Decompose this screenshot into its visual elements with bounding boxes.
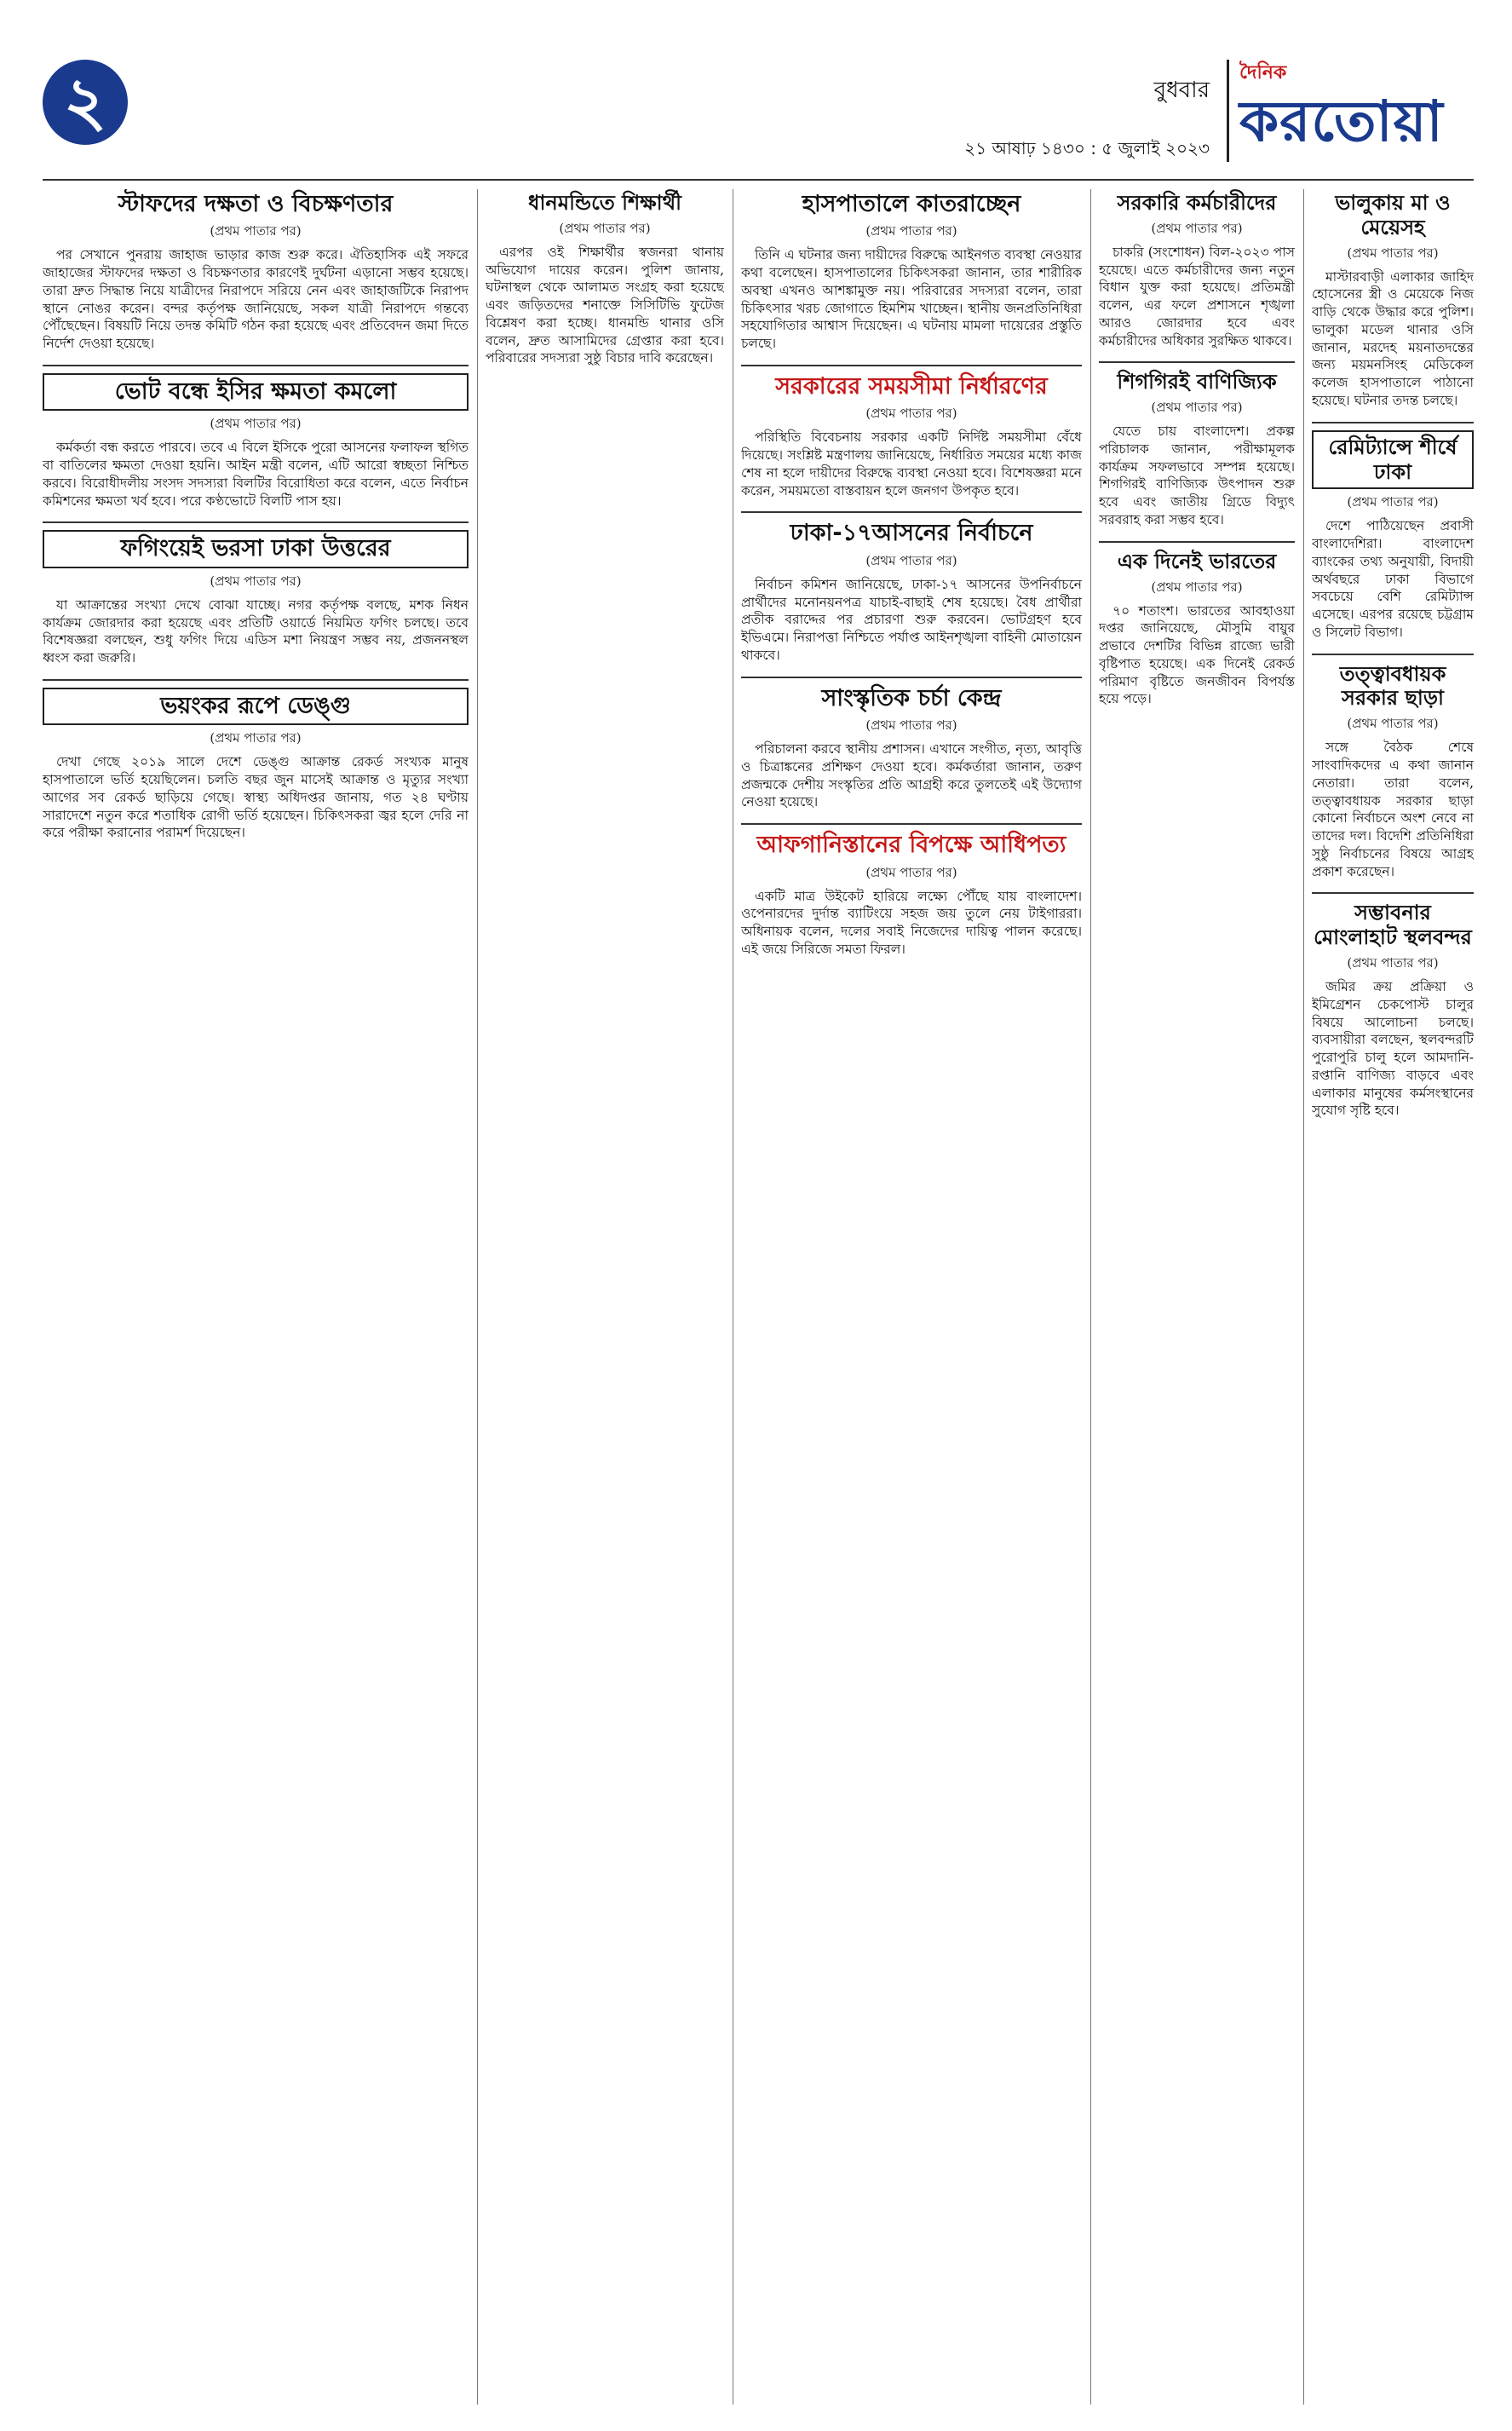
page-number: ২: [43, 60, 128, 145]
continuation-note: (প্রথম পাতার পর): [1151, 400, 1243, 416]
newspaper-logo: করতোয়া: [1239, 89, 1444, 154]
continuation-note: (প্রথম পাতার পর): [210, 730, 302, 746]
story-headline: আফগানিস্তানের বিপক্ষে আধিপত্য: [756, 832, 1066, 859]
story-headline: সরকারি কর্মচারীদের: [1117, 191, 1277, 215]
story-body: যেতে চায় বাংলাদেশ। প্রকল্প পরিচালক জানান, পরীক্ষামূলক কার্যক্রম সফলভাবে সম্পন্ন হয়েছে। শিগগিরই বাণিজ্যিক উৎপাদন শুরু হবে এবং জাতীয় গ্রিডে বিদ্যুৎ সরবরাহ করা সম্ভব হবে।: [1099, 423, 1295, 528]
divider: [43, 365, 469, 366]
story-body: নির্বাচন কমিশন জানিয়েছে, ঢাকা-১৭ আসনের উপনির্বাচনে প্রার্থীদের মনোনয়নপত্র যাচাই-বাছাই শেষ হয়েছে। বৈধ প্রার্থীরা প্রতীক বরাদ্দের পর প্রচারণা শুরু করবেন। ভোটগ্রহণ হবে ইভিএমে। নিরাপত্তা নিশ্চিতে পর্যাপ্ত আইনশৃঙ্খলা বাহিনী মোতায়েন থাকবে।: [741, 576, 1082, 663]
story-headline: তত্ত্বাবধায়ক সরকার ছাড়া: [1339, 661, 1446, 711]
continuation-note: (প্রথম পাতার পর): [1347, 954, 1439, 971]
continuation-note: (প্রথম পাতার পর): [865, 552, 957, 568]
divider: [1312, 654, 1474, 655]
story-body: দেখা গেছে ২০১৯ সালে দেশে ডেঙ্গু আক্রান্ত রেকর্ড সংখ্যক মানুষ হাসপাতালে ভর্তি হয়েছিলেন। চলতি বছর জুন মাসেই আক্রান্ত ও মৃত্যুর সংখ্যা আগের সব রেকর্ড ছাড়িয়ে গেছে। স্বাস্থ্য অধিদপ্তর জানায়, গত ২৪ ঘণ্টায় সারাদেশে নতুন করে শতাধিক রোগী ভর্তি হয়েছেন। চিকিৎসকরা জ্বর হলে দেরি না করে পরীক্ষা করানোর পরামর্শ দিয়েছেন।: [43, 754, 469, 841]
masthead-divider: [1227, 60, 1229, 162]
continuation-note: (প্রথম পাতার পর): [210, 416, 302, 432]
column-separator: [477, 189, 478, 2405]
story-body: কর্মকর্তা বন্ধ করতে পারবে। তবে এ বিলে ইসিকে পুরো আসনের ফলাফল স্থগিত বা বাতিলের ক্ষমতা দেওয়া হয়নি। আইন মন্ত্রী বলেন, এটি আরো স্বচ্ছতা নিশ্চিত করবে। বিরোধীদলীয় সংসদ সদস্যরা বিলটির বিরোধিতা করে বলেন, এতে নির্বাচন কমিশনের ক্ষমতা খর্ব হবে। পরে কণ্ঠভোটে বিলটি পাস হয়।: [43, 440, 469, 509]
issue-day: বুধবার: [1153, 78, 1210, 103]
story-headline: ভোট বন্ধে ইসির ক্ষমতা কমলো: [43, 373, 469, 411]
story: [741, 520, 1082, 664]
continuation-note: (প্রথম পাতার পর): [865, 223, 957, 239]
column-separator: [1090, 189, 1091, 2405]
divider: [1312, 892, 1474, 894]
story-headline: সরকারের সময়সীমা নির্ধারণের: [775, 372, 1048, 400]
story-headline: স্টাফদের দক্ষতা ও বিচক্ষণতার: [118, 191, 394, 217]
story: [1099, 550, 1295, 708]
divider: [741, 677, 1082, 678]
story-headline: রেমিট্যান্সে শীর্ষে ঢাকা: [1312, 430, 1474, 490]
story-body: ৭০ শতাংশ। ভারতের আবহাওয়া দপ্তর জানিয়েছে, মৌসুমি বায়ুর প্রভাবে দেশটির বিভিন্ন রাজ্যে ভারী বৃষ্টিপাত হয়েছে। এক দিনেই রেকর্ড পরিমাণ বৃষ্টিতে জনজীবন বিপর্যস্ত হয়ে পড়ে।: [1099, 602, 1295, 707]
divider: [741, 511, 1082, 513]
continuation-note: (প্রথম পাতার পর): [865, 406, 957, 422]
story-headline: এক দিনেই ভারতের: [1117, 549, 1277, 573]
continuation-note: (প্রথম পাতার পর): [865, 717, 957, 734]
story: [486, 191, 724, 367]
continuation-note: (প্রথম পাতার পর): [1347, 245, 1439, 261]
story-headline: ঢাকা-১৭আসনের নির্বাচনে: [790, 520, 1033, 547]
story: [741, 373, 1082, 499]
story: [43, 373, 469, 510]
divider: [741, 365, 1082, 366]
story: [1312, 430, 1474, 642]
masthead-rule: [43, 179, 1474, 181]
column-4: [1099, 189, 1295, 720]
continuation-note: (প্রথম পাতার পর): [210, 223, 302, 239]
column-separator: [1303, 189, 1304, 2405]
story-headline: ভালুকায় মা ও মেয়েসহ: [1335, 191, 1451, 239]
continuation-note: (প্রথম পাতার পর): [1151, 220, 1243, 236]
masthead: [43, 51, 1474, 170]
continuation-note: (প্রথম পাতার পর): [1151, 579, 1243, 595]
story: [1099, 370, 1295, 528]
story-body: পরিচালনা করবে স্থানীয় প্রশাসন। এখানে সংগীত, নৃত্য, আবৃত্তি ও চিত্রাঙ্কনের প্রশিক্ষণ দেওয়া হবে। কর্মকর্তারা জানান, তরুণ প্রজন্মকে দেশীয় সংস্কৃতির প্রতি আগ্রহী করে তুলতেই এই উদ্যোগ নেওয়া হয়েছে।: [741, 741, 1082, 810]
story: [741, 685, 1082, 811]
story-headline: হাসপাতালে কাতরাচ্ছেন: [802, 191, 1021, 217]
issue-date: ২১ আষাঢ় ১৪৩০ : ৫ জুলাই ২০২৩: [964, 138, 1210, 158]
logo-prefix: দৈনিক: [1239, 62, 1287, 84]
story-headline: সাংস্কৃতিক চর্চা কেন্দ্র: [821, 684, 1002, 711]
story-body: দেশে পাঠিয়েছেন প্রবাসী বাংলাদেশিরা। বাংলাদেশ ব্যাংকের তথ্য অনুযায়ী, বিদায়ী অর্থবছরে ঢাকা বিভাগে সবচেয়ে বেশি রেমিট্যান্স এসেছে। এরপর রয়েছে চট্টগ্রাম ও সিলেট বিভাগ।: [1312, 518, 1474, 640]
story-body: জমির ক্রয় প্রক্রিয়া ও ইমিগ্রেশন চেকপোস্ট চালুর বিষয়ে আলোচনা চলছে। ব্যবসায়ীরা বলছেন, স্থলবন্দরটি পুরোপুরি চালু হলে আমদানি-রপ্তানি বাণিজ্য বাড়বে এবং এলাকার মানুষের কর্মসংস্থানের সুযোগ সৃষ্টি হবে।: [1312, 978, 1474, 1119]
column-1: [43, 189, 469, 854]
continuation-note: (প্রথম পাতার পর): [559, 220, 651, 236]
divider: [43, 521, 469, 523]
divider: [43, 679, 469, 681]
divider: [1312, 422, 1474, 423]
divider: [741, 823, 1082, 825]
story: [741, 832, 1082, 958]
story-body: পর সেখানে পুনরায় জাহাজ ভাড়ার কাজ শুরু করে। ঐতিহাসিক এই সফরে জাহাজের স্টাফদের দক্ষতা ও বিচক্ষণতার কারণেই দুর্ঘটনা এড়ানো সম্ভব হয়েছে। তারা দ্রুত সিদ্ধান্ত নিয়ে যাত্রীদের নিরাপদে সরিয়ে নেন এবং জাহাজটিকে নিরাপদ স্থানে নোঙর করেন। বন্দর কর্তৃপক্ষ জানিয়েছে, সকল যাত্রী নিরাপদে গন্তব্যে পৌঁছেছেন। বিষয়টি নিয়ে তদন্ত কমিটি গঠন করা হয়েছে এবং প্রতিবেদন জমা দিতে নির্দেশ দেওয়া হয়েছে।: [43, 247, 469, 352]
story-body: একটি মাত্র উইকেট হারিয়ে লক্ষ্যে পৌঁছে যায় বাংলাদেশ। ওপেনারদের দুর্দান্ত ব্যাটিংয়ে সহজ জয় তুলে নেয় টাইগাররা। অধিনায়ক বলেন, দলের সবাই নিজেদের দায়িত্ব পালন করেছে। এই জয়ে সিরিজে সমতা ফিরল।: [741, 888, 1082, 957]
story-body: যা আক্রান্তের সংখ্যা দেখে বোঝা যাচ্ছে। নগর কর্তৃপক্ষ বলছে, মশক নিধন কার্যক্রম জোরদার করা হয়েছে এবং প্রতিটি ওয়ার্ডে নিয়মিত ফগিং চলছে। তবে বিশেষজ্ঞরা বলছেন, শুধু ফগিং দিয়ে এডিস মশা নিয়ন্ত্রণ সম্ভব নয়, প্রজননস্থল ধ্বংস করা জরুরি।: [43, 596, 469, 666]
story: [741, 191, 1082, 353]
story-body: সঙ্গে বৈঠক শেষে সাংবাদিকদের এ কথা জানান নেতারা। তারা বলেন, তত্ত্বাবধায়ক সরকার ছাড়া কোনো নির্বাচনে অংশ নেবে না তাদের দল। বিদেশি প্রতিনিধিরা সুষ্ঠু নির্বাচনের বিষয়ে আগ্রহ প্রকাশ করেছেন।: [1312, 740, 1474, 879]
story-headline: ফগিংয়েই ভরসা ঢাকা উত্তরের: [43, 530, 469, 567]
story: [1099, 191, 1295, 349]
story-body: এরপর ওই শিক্ষার্থীর স্বজনরা থানায় অভিযোগ দায়ের করেন। পুলিশ জানায়, ঘটনাস্থল থেকে আলামত সংগ্রহ করা হয়েছে এবং জড়িতদের শনাক্তে সিসিটিভি ফুটেজ বিশ্লেষণ করা হচ্ছে। ধানমন্ডি থানার ওসি বলেন, দ্রুত আসামিদের গ্রেপ্তার করা হবে। পরিবারের সদস্যরা সুষ্ঠু বিচার দাবি করেছেন।: [486, 244, 724, 366]
divider: [1099, 361, 1295, 363]
continuation-note: (প্রথম পাতার পর): [865, 864, 957, 880]
story: [43, 191, 469, 353]
story-body: চাকরি (সংশোধন) বিল-২০২৩ পাস হয়েছে। এতে কর্মচারীদের জন্য নতুন বিধান যুক্ত করা হয়েছে। প্রতিমন্ত্রী বলেন, এর ফলে প্রশাসনে শৃঙ্খলা আরও জোরদার হবে এবং কর্মচারীদের অধিকার সুরক্ষিত থাকবে।: [1099, 244, 1295, 349]
story: [1312, 191, 1474, 410]
divider: [1099, 541, 1295, 543]
story-headline: সম্ভাবনার মোংলাহাট স্থলবন্দর: [1314, 901, 1472, 950]
story-body: মাস্টারবাড়ী এলাকার জাহিদ হোসেনের স্ত্রী ও মেয়েকে নিজ বাড়ি থেকে উদ্ধার করে পুলিশ। ভালুকা মডেল থানার ওসি জানান, মরদেহ ময়নাতদন্তের জন্য ময়মনসিংহ মেডিকেল কলেজ হাসপাতালে পাঠানো হয়েছে। ঘটনার তদন্ত চলছে।: [1312, 268, 1474, 408]
continuation-note: (প্রথম পাতার পর): [1347, 716, 1439, 732]
continuation-note: (প্রথম পাতার পর): [210, 573, 302, 589]
column-2: [486, 189, 724, 379]
column-5: [1312, 189, 1474, 1132]
story-headline: ধানমন্ডিতে শিক্ষার্থী: [528, 191, 681, 215]
story-body: পরিস্থিতি বিবেচনায় সরকার একটি নির্দিষ্ট সময়সীমা বেঁধে দিয়েছে। সংশ্লিষ্ট মন্ত্রণালয় জানিয়েছে, নির্ধারিত সময়ের মধ্যে কাজ শেষ না হলে দায়ীদের বিরুদ্ধে ব্যবস্থা নেওয়া হবে। বিশেষজ্ঞরা মনে করেন, সময়মতো বাস্তবায়ন হলে জনগণ উপকৃত হবে।: [741, 429, 1082, 498]
story: [1312, 662, 1474, 881]
continuation-note: (প্রথম পাতার পর): [1347, 494, 1439, 510]
story-headline: শিগগিরই বাণিজ্যিক: [1117, 370, 1277, 395]
story: [1312, 901, 1474, 1120]
story-headline: ভয়ংকর রূপে ডেঙ্গু: [43, 688, 469, 725]
story: [43, 530, 469, 666]
story: [43, 688, 469, 842]
column-3: [741, 189, 1082, 971]
story-body: তিনি এ ঘটনার জন্য দায়ীদের বিরুদ্ধে আইনগত ব্যবস্থা নেওয়ার কথা বলেছেন। হাসপাতালের চিকিৎসকরা জানান, তার শারীরিক অবস্থা এখনও আশঙ্কামুক্ত নয়। পরিবারের সদস্যরা বলেন, তারা চিকিৎসার খরচ জোগাতে হিমশিম খাচ্ছেন। স্থানীয় জনপ্রতিনিধিরা সহযোগিতার আশ্বাস দিয়েছেন। এ ঘটনায় মামলা দায়েরের প্রস্তুতি চলছে।: [741, 247, 1082, 352]
